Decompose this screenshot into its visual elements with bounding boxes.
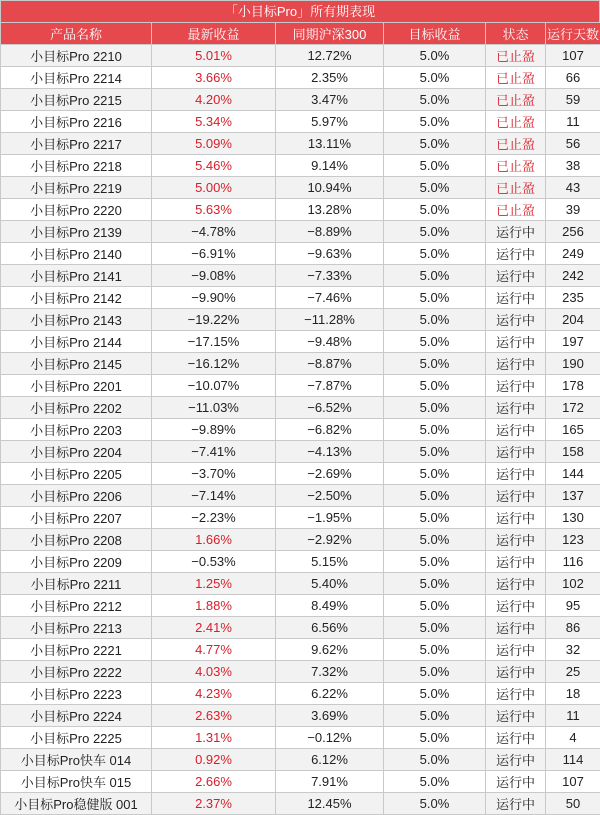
cell-days: 4	[546, 727, 600, 749]
table-row	[1, 661, 600, 683]
cell-days: 144	[546, 463, 600, 485]
cell-status: 已止盈	[486, 177, 546, 199]
cell-hs300: −2.92%	[276, 529, 384, 551]
cell-latest-return: 4.23%	[152, 683, 276, 705]
cell-days: 50	[546, 793, 600, 815]
cell-target-return: 5.0%	[384, 353, 486, 375]
cell-status: 运行中	[486, 573, 546, 595]
cell-target-return: 5.0%	[384, 507, 486, 529]
table-body	[1, 45, 600, 815]
table-row	[1, 309, 600, 331]
cell-product-name: 小目标Pro 2218	[1, 155, 152, 177]
cell-days: 190	[546, 353, 600, 375]
table-row	[1, 155, 600, 177]
cell-status: 运行中	[486, 397, 546, 419]
cell-status: 运行中	[486, 661, 546, 683]
table-row	[1, 67, 600, 89]
cell-target-return: 5.0%	[384, 155, 486, 177]
table-row	[1, 287, 600, 309]
cell-days: 38	[546, 155, 600, 177]
cell-status: 已止盈	[486, 89, 546, 111]
cell-latest-return: 2.37%	[152, 793, 276, 815]
cell-target-return: 5.0%	[384, 683, 486, 705]
cell-latest-return: 2.41%	[152, 617, 276, 639]
cell-target-return: 5.0%	[384, 463, 486, 485]
cell-hs300: −8.87%	[276, 353, 384, 375]
cell-days: 59	[546, 89, 600, 111]
cell-status: 运行中	[486, 749, 546, 771]
cell-hs300: −7.46%	[276, 287, 384, 309]
cell-product-name: 小目标Pro 2210	[1, 45, 152, 67]
cell-status: 运行中	[486, 353, 546, 375]
cell-latest-return: −17.15%	[152, 331, 276, 353]
cell-hs300: −1.95%	[276, 507, 384, 529]
table-row	[1, 485, 600, 507]
cell-target-return: 5.0%	[384, 551, 486, 573]
table-row	[1, 221, 600, 243]
cell-latest-return: 1.66%	[152, 529, 276, 551]
table-row	[1, 243, 600, 265]
cell-latest-return: 1.31%	[152, 727, 276, 749]
cell-hs300: 3.69%	[276, 705, 384, 727]
table-row	[1, 397, 600, 419]
table-row	[1, 111, 600, 133]
cell-days: 32	[546, 639, 600, 661]
cell-target-return: 5.0%	[384, 45, 486, 67]
cell-status: 运行中	[486, 705, 546, 727]
cell-product-name: 小目标Pro 2217	[1, 133, 152, 155]
cell-days: 66	[546, 67, 600, 89]
cell-hs300: −11.28%	[276, 309, 384, 331]
table-row	[1, 749, 600, 771]
cell-hs300: 9.62%	[276, 639, 384, 661]
cell-product-name: 小目标Pro 2209	[1, 551, 152, 573]
cell-target-return: 5.0%	[384, 177, 486, 199]
cell-latest-return: 2.66%	[152, 771, 276, 793]
table-row	[1, 573, 600, 595]
cell-status: 已止盈	[486, 111, 546, 133]
cell-days: 86	[546, 617, 600, 639]
cell-days: 107	[546, 45, 600, 67]
cell-latest-return: 4.20%	[152, 89, 276, 111]
cell-target-return: 5.0%	[384, 617, 486, 639]
cell-status: 运行中	[486, 639, 546, 661]
cell-status: 已止盈	[486, 155, 546, 177]
cell-target-return: 5.0%	[384, 661, 486, 683]
cell-product-name: 小目标Pro 2216	[1, 111, 152, 133]
cell-days: 242	[546, 265, 600, 287]
cell-hs300: −4.13%	[276, 441, 384, 463]
cell-latest-return: 5.34%	[152, 111, 276, 133]
cell-days: 197	[546, 331, 600, 353]
cell-latest-return: 1.88%	[152, 595, 276, 617]
cell-product-name: 小目标Pro 2225	[1, 727, 152, 749]
cell-target-return: 5.0%	[384, 705, 486, 727]
cell-days: 158	[546, 441, 600, 463]
cell-days: 114	[546, 749, 600, 771]
cell-product-name: 小目标Pro稳健版 001	[1, 793, 152, 815]
cell-target-return: 5.0%	[384, 67, 486, 89]
table-row	[1, 595, 600, 617]
cell-target-return: 5.0%	[384, 331, 486, 353]
cell-latest-return: −16.12%	[152, 353, 276, 375]
cell-status: 运行中	[486, 463, 546, 485]
cell-days: 95	[546, 595, 600, 617]
cell-hs300: 7.32%	[276, 661, 384, 683]
cell-target-return: 5.0%	[384, 441, 486, 463]
cell-product-name: 小目标Pro 2211	[1, 573, 152, 595]
cell-hs300: −0.12%	[276, 727, 384, 749]
cell-latest-return: 1.25%	[152, 573, 276, 595]
cell-latest-return: −4.78%	[152, 221, 276, 243]
cell-hs300: 5.15%	[276, 551, 384, 573]
cell-days: 116	[546, 551, 600, 573]
cell-days: 39	[546, 199, 600, 221]
cell-product-name: 小目标Pro 2205	[1, 463, 152, 485]
table-row	[1, 353, 600, 375]
cell-status: 运行中	[486, 683, 546, 705]
cell-days: 204	[546, 309, 600, 331]
cell-latest-return: 2.63%	[152, 705, 276, 727]
header-latest-return: 最新收益	[152, 23, 276, 45]
cell-product-name: 小目标Pro 2215	[1, 89, 152, 111]
cell-hs300: −6.82%	[276, 419, 384, 441]
cell-product-name: 小目标Pro 2140	[1, 243, 152, 265]
table-row	[1, 793, 600, 815]
cell-days: 256	[546, 221, 600, 243]
cell-latest-return: 5.63%	[152, 199, 276, 221]
cell-latest-return: −3.70%	[152, 463, 276, 485]
cell-product-name: 小目标Pro 2143	[1, 309, 152, 331]
cell-latest-return: 5.46%	[152, 155, 276, 177]
cell-days: 56	[546, 133, 600, 155]
table-row	[1, 265, 600, 287]
cell-latest-return: −19.22%	[152, 309, 276, 331]
cell-product-name: 小目标Pro 2208	[1, 529, 152, 551]
cell-latest-return: 5.00%	[152, 177, 276, 199]
header-product-name: 产品名称	[1, 23, 152, 45]
cell-target-return: 5.0%	[384, 89, 486, 111]
cell-hs300: −9.63%	[276, 243, 384, 265]
cell-latest-return: −0.53%	[152, 551, 276, 573]
cell-latest-return: −10.07%	[152, 375, 276, 397]
cell-product-name: 小目标Pro 2212	[1, 595, 152, 617]
cell-hs300: 10.94%	[276, 177, 384, 199]
cell-status: 运行中	[486, 551, 546, 573]
cell-product-name: 小目标Pro 2224	[1, 705, 152, 727]
cell-target-return: 5.0%	[384, 771, 486, 793]
cell-days: 107	[546, 771, 600, 793]
cell-target-return: 5.0%	[384, 485, 486, 507]
performance-table	[0, 22, 600, 815]
cell-target-return: 5.0%	[384, 309, 486, 331]
cell-status: 运行中	[486, 375, 546, 397]
cell-status: 运行中	[486, 595, 546, 617]
cell-hs300: 3.47%	[276, 89, 384, 111]
table-row	[1, 331, 600, 353]
cell-status: 已止盈	[486, 199, 546, 221]
cell-latest-return: −9.90%	[152, 287, 276, 309]
cell-target-return: 5.0%	[384, 243, 486, 265]
cell-product-name: 小目标Pro 2221	[1, 639, 152, 661]
cell-days: 165	[546, 419, 600, 441]
cell-status: 运行中	[486, 441, 546, 463]
cell-product-name: 小目标Pro 2144	[1, 331, 152, 353]
cell-target-return: 5.0%	[384, 749, 486, 771]
cell-status: 运行中	[486, 331, 546, 353]
table-row	[1, 771, 600, 793]
cell-latest-return: −2.23%	[152, 507, 276, 529]
cell-hs300: 8.49%	[276, 595, 384, 617]
cell-hs300: 6.56%	[276, 617, 384, 639]
table-row	[1, 639, 600, 661]
table-row	[1, 507, 600, 529]
table-row	[1, 683, 600, 705]
header-row	[1, 23, 600, 45]
cell-hs300: 12.72%	[276, 45, 384, 67]
cell-hs300: −9.48%	[276, 331, 384, 353]
cell-target-return: 5.0%	[384, 265, 486, 287]
cell-hs300: 6.12%	[276, 749, 384, 771]
cell-latest-return: 3.66%	[152, 67, 276, 89]
cell-hs300: −7.33%	[276, 265, 384, 287]
cell-hs300: −7.87%	[276, 375, 384, 397]
cell-product-name: 小目标Pro 2213	[1, 617, 152, 639]
cell-days: 43	[546, 177, 600, 199]
cell-target-return: 5.0%	[384, 397, 486, 419]
table-row	[1, 375, 600, 397]
cell-days: 102	[546, 573, 600, 595]
cell-hs300: 5.97%	[276, 111, 384, 133]
cell-status: 运行中	[486, 727, 546, 749]
table-row	[1, 441, 600, 463]
cell-target-return: 5.0%	[384, 111, 486, 133]
cell-days: 123	[546, 529, 600, 551]
cell-latest-return: 4.03%	[152, 661, 276, 683]
header-days: 运行天数	[546, 23, 600, 45]
header-hs300: 同期沪深300	[276, 23, 384, 45]
cell-product-name: 小目标Pro 2139	[1, 221, 152, 243]
cell-status: 运行中	[486, 287, 546, 309]
cell-product-name: 小目标Pro 2201	[1, 375, 152, 397]
cell-target-return: 5.0%	[384, 199, 486, 221]
cell-days: 11	[546, 705, 600, 727]
cell-days: 249	[546, 243, 600, 265]
cell-latest-return: 0.92%	[152, 749, 276, 771]
cell-hs300: 6.22%	[276, 683, 384, 705]
cell-hs300: 5.40%	[276, 573, 384, 595]
cell-latest-return: −7.14%	[152, 485, 276, 507]
cell-status: 运行中	[486, 243, 546, 265]
cell-days: 235	[546, 287, 600, 309]
cell-latest-return: −9.89%	[152, 419, 276, 441]
cell-product-name: 小目标Pro 2207	[1, 507, 152, 529]
cell-status: 运行中	[486, 419, 546, 441]
cell-target-return: 5.0%	[384, 793, 486, 815]
cell-latest-return: −6.91%	[152, 243, 276, 265]
table-row	[1, 419, 600, 441]
cell-hs300: 7.91%	[276, 771, 384, 793]
cell-status: 运行中	[486, 617, 546, 639]
cell-latest-return: −11.03%	[152, 397, 276, 419]
cell-target-return: 5.0%	[384, 375, 486, 397]
cell-days: 137	[546, 485, 600, 507]
cell-target-return: 5.0%	[384, 419, 486, 441]
cell-product-name: 小目标Pro 2142	[1, 287, 152, 309]
cell-product-name: 小目标Pro 2202	[1, 397, 152, 419]
cell-target-return: 5.0%	[384, 727, 486, 749]
cell-hs300: 13.28%	[276, 199, 384, 221]
cell-hs300: 2.35%	[276, 67, 384, 89]
cell-status: 运行中	[486, 793, 546, 815]
table-row	[1, 463, 600, 485]
cell-product-name: 小目标Pro 2206	[1, 485, 152, 507]
cell-target-return: 5.0%	[384, 639, 486, 661]
cell-status: 已止盈	[486, 67, 546, 89]
table-row	[1, 529, 600, 551]
table-row	[1, 551, 600, 573]
cell-status: 已止盈	[486, 45, 546, 67]
cell-target-return: 5.0%	[384, 221, 486, 243]
cell-target-return: 5.0%	[384, 133, 486, 155]
cell-days: 178	[546, 375, 600, 397]
cell-status: 运行中	[486, 771, 546, 793]
cell-status: 运行中	[486, 265, 546, 287]
cell-status: 运行中	[486, 529, 546, 551]
cell-target-return: 5.0%	[384, 287, 486, 309]
cell-hs300: −8.89%	[276, 221, 384, 243]
cell-days: 25	[546, 661, 600, 683]
cell-product-name: 小目标Pro 2223	[1, 683, 152, 705]
cell-status: 运行中	[486, 485, 546, 507]
cell-hs300: −2.69%	[276, 463, 384, 485]
cell-target-return: 5.0%	[384, 529, 486, 551]
cell-status: 已止盈	[486, 133, 546, 155]
table-row	[1, 177, 600, 199]
cell-latest-return: 5.01%	[152, 45, 276, 67]
cell-latest-return: −7.41%	[152, 441, 276, 463]
table-row	[1, 133, 600, 155]
cell-hs300: 12.45%	[276, 793, 384, 815]
cell-product-name: 小目标Pro 2219	[1, 177, 152, 199]
table-row	[1, 45, 600, 67]
cell-status: 运行中	[486, 507, 546, 529]
cell-hs300: −6.52%	[276, 397, 384, 419]
cell-latest-return: 5.09%	[152, 133, 276, 155]
table-row	[1, 705, 600, 727]
cell-product-name: 小目标Pro快车 014	[1, 749, 152, 771]
cell-hs300: 13.11%	[276, 133, 384, 155]
cell-hs300: −2.50%	[276, 485, 384, 507]
table-row	[1, 617, 600, 639]
cell-status: 运行中	[486, 309, 546, 331]
table-row	[1, 199, 600, 221]
cell-product-name: 小目标Pro 2220	[1, 199, 152, 221]
cell-latest-return: −9.08%	[152, 265, 276, 287]
cell-product-name: 小目标Pro 2222	[1, 661, 152, 683]
header-target-return: 目标收益	[384, 23, 486, 45]
cell-target-return: 5.0%	[384, 595, 486, 617]
cell-days: 11	[546, 111, 600, 133]
cell-product-name: 小目标Pro 2214	[1, 67, 152, 89]
cell-target-return: 5.0%	[384, 573, 486, 595]
cell-product-name: 小目标Pro 2145	[1, 353, 152, 375]
table-row	[1, 89, 600, 111]
cell-product-name: 小目标Pro快车 015	[1, 771, 152, 793]
cell-product-name: 小目标Pro 2204	[1, 441, 152, 463]
cell-product-name: 小目标Pro 2141	[1, 265, 152, 287]
table-row	[1, 727, 600, 749]
header-status: 状态	[486, 23, 546, 45]
cell-days: 18	[546, 683, 600, 705]
cell-days: 130	[546, 507, 600, 529]
cell-status: 运行中	[486, 221, 546, 243]
cell-days: 172	[546, 397, 600, 419]
cell-hs300: 9.14%	[276, 155, 384, 177]
table-title: 「小目标Pro」所有期表现	[0, 0, 600, 22]
cell-product-name: 小目标Pro 2203	[1, 419, 152, 441]
cell-latest-return: 4.77%	[152, 639, 276, 661]
